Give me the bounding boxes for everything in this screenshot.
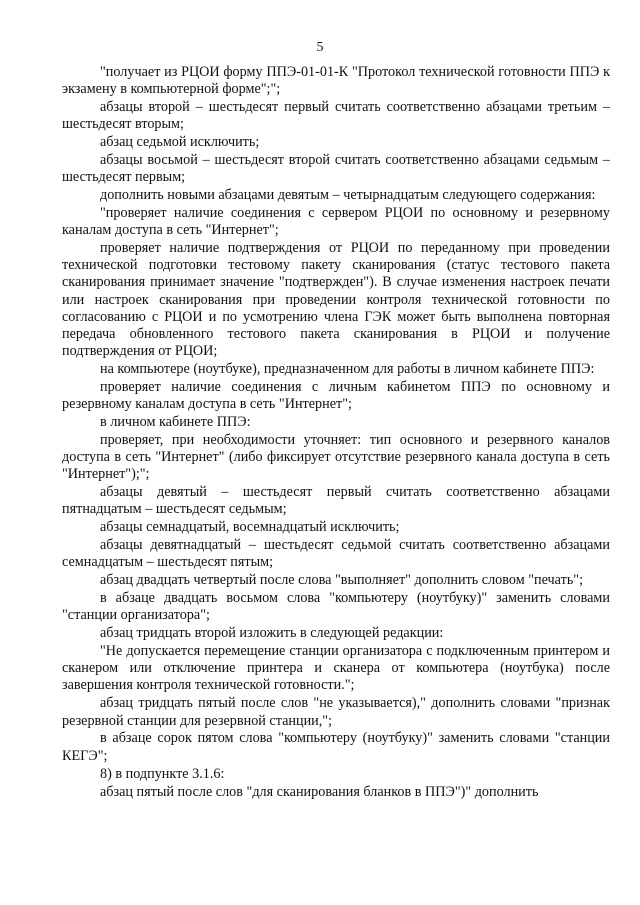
paragraph: в абзаце сорок пятом слова "компьютеру (ноутбуку)" заменить словами "станции КЕГЭ"; bbox=[62, 730, 610, 764]
paragraph: проверяет наличие соединения с личным кабинетом ППЭ по основному и резервному каналам доступа в сеть "Интернет"; bbox=[62, 378, 610, 412]
paragraph: в личном кабинете ППЭ: bbox=[100, 413, 251, 430]
paragraph: абзац двадцать четвертый после слова "выполняет" дополнить словом "печать"; bbox=[100, 572, 584, 589]
paragraph: абзацы семнадцатый, восемнадцатый исключить; bbox=[100, 519, 400, 536]
paragraph: в абзаце двадцать восьмом слова "компьютеру (ноутбуку)" заменить словами "станции организатора"; bbox=[62, 590, 610, 624]
paragraph: "получает из РЦОИ форму ППЭ-01-01-К "Протокол технической готовности ППЭ к экзамену в компьютерной форме";"; bbox=[62, 64, 610, 98]
paragraph: проверяет, при необходимости уточняет: тип основного и резервного каналов доступа в сеть "Интернет" (либо фиксирует отсутствие резервного канала доступа в сеть "Интернет");"; bbox=[62, 431, 610, 483]
paragraph: абзацы второй – шестьдесят первый считать соответственно абзацами третьим – шестьдесят вторым; bbox=[62, 99, 610, 133]
paragraph: "Не допускается перемещение станции организатора с подключенным принтером и сканером или отключение принтера и сканера от компьютера (ноутбука) после завершения контроля технической готовности."; bbox=[62, 643, 610, 694]
paragraph: абзац пятый после слов "для сканирования бланков в ППЭ")" дополнить bbox=[100, 783, 539, 800]
paragraph: абзацы восьмой – шестьдесят второй считать соответственно абзацами седьмым – шестьдесят первым; bbox=[62, 152, 610, 186]
paragraph: проверяет наличие подтверждения от РЦОИ по переданному при проведении технической подготовки тестовому пакету сканирования (статус тестового пакета сканирования принимает значение "подтвержден"). В случае изменения настроек печати или настроек сканирования при проведении контроля технической готовности по согласованию с РЦОИ и по усмотрению члена ГЭК может быть выполнена повторная передача обновленного тестового пакета сканирования в РЦОИ и получение подтверждения от РЦОИ; bbox=[62, 240, 610, 359]
paragraph: на компьютере (ноутбуке), предназначенном для работы в личном кабинете ППЭ: bbox=[100, 360, 595, 377]
paragraph: абзацы девятый – шестьдесят первый считать соответственно абзацами пятнадцатым – шестьдесят седьмым; bbox=[62, 484, 610, 518]
paragraph: абзац седьмой исключить; bbox=[100, 134, 260, 151]
paragraph: абзацы девятнадцатый – шестьдесят седьмой считать соответственно абзацами семнадцатым – шестьдесят пятым; bbox=[62, 537, 610, 571]
page-number: 5 bbox=[316, 40, 324, 55]
paragraph: "проверяет наличие соединения с сервером РЦОИ по основному и резервному каналам доступа в сеть "Интернет"; bbox=[62, 205, 610, 239]
document-body bbox=[62, 64, 610, 802]
paragraph: 8) в подпункте 3.1.6: bbox=[100, 765, 225, 782]
paragraph: абзац тридцать пятый после слов "не указывается)," дополнить словами "признак резервной станции для резервной станции,"; bbox=[62, 695, 610, 729]
paragraph: абзац тридцать второй изложить в следующей редакции: bbox=[100, 625, 444, 642]
paragraph: дополнить новыми абзацами девятым – четырнадцатым следующего содержания: bbox=[100, 187, 596, 204]
